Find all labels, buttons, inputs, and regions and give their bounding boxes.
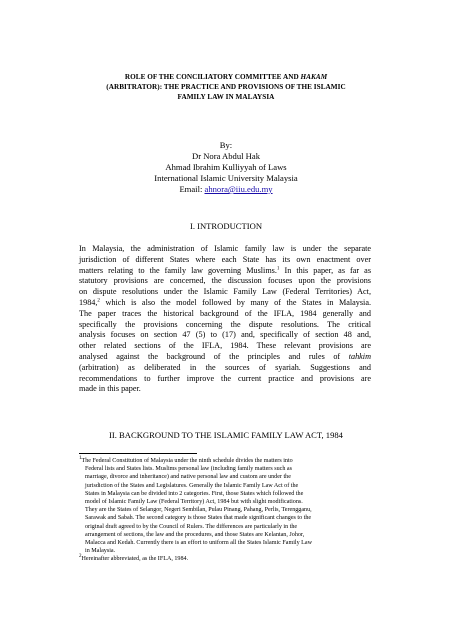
paper-title — [60, 72, 392, 102]
term-tahkim: tahkim — [348, 351, 371, 361]
footnote-ref-2[interactable]: 2 — [97, 298, 100, 304]
footnote-1-line: Malacca and Kedah. Currently there is an effort to uniform all the States Islamic Family Law — [85, 540, 312, 547]
footnote-1-line: Federal lists and States lists. Muslims personal law (including family matters such as — [85, 466, 292, 473]
paragraph-line: made in this paper. — [79, 384, 141, 394]
footnote-1-line: $^1$The Federal Constitution of Malaysia under the ninth schedule divides the matters into — [79, 455, 293, 464]
paragraph-line: In Malaysia, the administration of Islamic family law is under the separate — [79, 244, 371, 253]
footnote-1-line: arrangement of sections, the law and the procedures, and those States are Kelantan, Johor, — [85, 531, 305, 538]
footnote-1-line: jurisdiction of the States and Legislatures. Generally the Islamic Family Law Act of the — [85, 482, 299, 489]
author-block — [60, 140, 392, 195]
section-heading-background: II. BACKGROUND TO THE ISLAMIC FAMILY LAW ACT, 1984 — [109, 430, 343, 440]
paragraph-line: on dispute resolutions under the Islamic Family Law (Federal Territories) Act, — [79, 287, 371, 297]
footnote-2-line: $^2$Hereinafter abbreviated, as the IFLA, 1984. — [79, 554, 189, 563]
footnote-2-mark: 2 — [79, 554, 82, 560]
title-hakam: HAKAM — [300, 73, 328, 81]
paragraph-line: (arbitration) as deliberated in the sources of syariah. Suggestions and — [79, 362, 371, 372]
footnote-divider — [79, 453, 197, 454]
section-heading-introduction: I. INTRODUCTION — [189, 221, 263, 231]
paragraph-line: analysed against the background of the principles and rules of tahkim — [79, 351, 371, 361]
paragraph-line: statutory provisions are concerned, the discussion focuses upon the provisions — [79, 276, 371, 286]
title-line-2: (ARBITRATOR): THE PRACTICE AND PROVISIONS OF THE ISLAMIC — [106, 83, 346, 91]
paragraph-line: analysis focuses on section 47 (5) to (17) and, specifically of section 48 and, — [79, 330, 371, 340]
footnote-1-line: original draft agreed to by the Council of Rulers. The differences are particularly in the — [85, 523, 298, 530]
author-by: By: — [219, 140, 233, 150]
title-line-3: FAMILY LAW IN MALAYSIA — [177, 93, 275, 101]
paragraph-line: matters relating to the family law governing Muslims.$^1$ In this paper, as far as — [79, 265, 372, 275]
paragraph-line: specifically the provisions concerning the dispute resolutions. The critical — [79, 319, 371, 329]
introduction-paragraph — [79, 244, 371, 395]
footnote-ref-1[interactable]: 1 — [276, 265, 280, 271]
footnote-1-line: in Malaysia. — [85, 548, 116, 555]
paragraph-line: 1984,$^2$ which is also the model followed by many of the States in Malaysia. — [79, 297, 371, 307]
paragraph-line: other related sections of the IFLA, 1984. These relevant provisions are — [79, 341, 371, 351]
paragraph-line: The paper traces the historical background of the IFLA, 1984 generally and — [79, 308, 371, 318]
footnotes — [79, 457, 371, 564]
author-university: International Islamic University Malaysia — [154, 173, 298, 183]
title-line-1: ROLE OF THE CONCILIATORY COMMITTEE AND HAKAM — [124, 73, 328, 81]
email-link[interactable]: ahnora@iiu.edu.my — [204, 184, 273, 194]
author-name: Dr Nora Abdul Hak — [191, 151, 261, 161]
footnote-1-line: marriage, divorce and inheritance) and native personal law and custom are under the — [85, 474, 291, 481]
footnote-1-line: Sarawak and Sabah. The second category is those States that made significant changes to the — [85, 515, 312, 522]
author-faculty: Ahmad Ibrahim Kulliyyah of Laws — [165, 162, 287, 172]
paragraph-line: jurisdiction of different States where each State has its own enactment over — [79, 254, 371, 264]
footnote-1-line: model of Islamic Family Law (Federal Territory) Act, 1984 but with slight modifications. — [85, 499, 303, 506]
footnote-1-line: They are the States of Selangor, Negeri Sembilan, Pulau Pinang, Pahang, Perlis, Terengganu, — [85, 507, 312, 514]
footnote-1-line: States in Malaysia can be divided into 2 categories. First, those States which followed the — [85, 490, 304, 497]
paragraph-line: recommendations to further improve the current practice and provisions are — [79, 373, 371, 383]
footnote-1-mark: 1 — [79, 455, 82, 461]
author-email-line: Email: ahnora@iiu.edu.my — [179, 184, 273, 194]
